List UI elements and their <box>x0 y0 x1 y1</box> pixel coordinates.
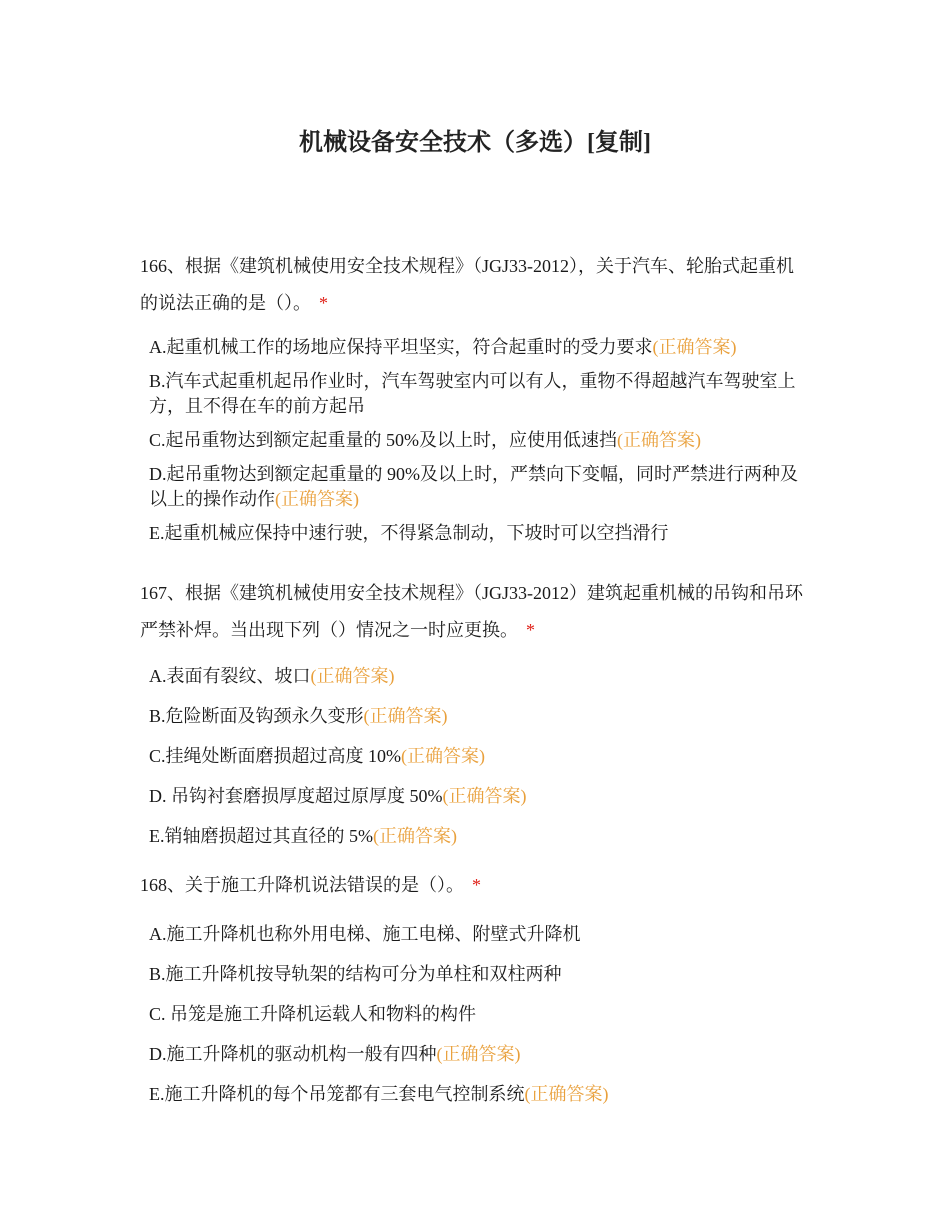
question-stem-text: 166、根据《建筑机械使用安全技术规程》（JGJ33-2012），关于汽车、轮胎式起重机的说法正确的是（）。 <box>140 256 794 313</box>
question-168 <box>140 867 810 1107</box>
correct-answer-mark: (正确答案) <box>373 826 457 846</box>
option-c[interactable] <box>149 1002 810 1027</box>
option-e[interactable] <box>149 824 810 849</box>
option-text: C.挂绳处断面磨损超过高度 10% <box>149 746 401 766</box>
option-text: B.汽车式起重机起吊作业时，汽车驾驶室内可以有人，重物不得超越汽车驾驶室上方，且不得在车的前方起吊 <box>149 371 796 416</box>
option-text: B.危险断面及钩颈永久变形 <box>149 706 364 726</box>
option-a[interactable] <box>149 664 810 689</box>
option-text: E.销轴磨损超过其直径的 5% <box>149 826 373 846</box>
correct-answer-mark: (正确答案) <box>652 337 737 357</box>
correct-answer-mark: (正确答案) <box>401 746 485 766</box>
correct-answer-mark: (正确答案) <box>524 1084 609 1104</box>
correct-answer-mark: (正确答案) <box>310 666 395 686</box>
question-stem <box>140 575 810 649</box>
required-mark: * <box>526 620 535 640</box>
option-d[interactable] <box>149 462 810 512</box>
page-title <box>0 127 950 159</box>
correct-answer-mark: (正确答案) <box>363 706 448 726</box>
question-list <box>140 248 810 1122</box>
option-text: A.表面有裂纹、坡口 <box>149 666 311 686</box>
option-b[interactable] <box>149 962 810 987</box>
question-stem <box>140 867 810 904</box>
option-e[interactable] <box>149 1082 810 1107</box>
option-text: E.施工升降机的每个吊笼都有三套电气控制系统 <box>149 1084 525 1104</box>
question-166 <box>140 248 810 546</box>
option-text: B.施工升降机按导轨架的结构可分为单柱和双柱两种 <box>149 964 562 984</box>
question-stem <box>140 248 810 322</box>
option-text: D.施工升降机的驱动机构一般有四种 <box>149 1044 437 1064</box>
option-text: A.施工升降机也称外用电梯、施工电梯、附壁式升降机 <box>149 924 581 944</box>
correct-answer-mark: (正确答案) <box>275 489 359 509</box>
option-d[interactable] <box>149 784 810 809</box>
option-b[interactable] <box>149 369 810 419</box>
option-list <box>140 664 810 849</box>
required-mark: * <box>319 293 328 313</box>
option-c[interactable] <box>149 428 810 453</box>
option-c[interactable] <box>149 744 810 769</box>
option-text: C. 吊笼是施工升降机运载人和物料的构件 <box>149 1004 477 1024</box>
option-a[interactable] <box>149 335 810 360</box>
correct-answer-mark: (正确答案) <box>617 430 701 450</box>
option-text: D. 吊钩衬套磨损厚度超过原厚度 50% <box>149 786 443 806</box>
copy-tag: [复制] <box>587 130 651 157</box>
option-text: C.起吊重物达到额定起重量的 50%及以上时，应使用低速挡 <box>149 430 617 450</box>
question-stem-text: 167、根据《建筑机械使用安全技术规程》（JGJ33-2012）建筑起重机械的吊钩和吊环严禁补焊。当出现下列（）情况之一时应更换。 <box>140 583 803 640</box>
option-a[interactable] <box>149 922 810 947</box>
correct-answer-mark: (正确答案) <box>436 1044 521 1064</box>
option-text: E.起重机械应保持中速行驶，不得紧急制动，下坡时可以空挡滑行 <box>149 523 669 543</box>
option-d[interactable] <box>149 1042 810 1067</box>
page-title-text: 机械设备安全技术（多选） <box>299 130 587 157</box>
option-e[interactable] <box>149 521 810 546</box>
option-text: A.起重机械工作的场地应保持平坦坚实，符合起重时的受力要求 <box>149 337 653 357</box>
option-text: D.起吊重物达到额定起重量的 90%及以上时，严禁向下变幅，同时严禁进行两种及以上的操作动作 <box>149 464 798 509</box>
option-b[interactable] <box>149 704 810 729</box>
option-list <box>140 335 810 546</box>
correct-answer-mark: (正确答案) <box>442 786 527 806</box>
question-stem-text: 168、关于施工升降机说法错误的是（）。 <box>140 875 464 895</box>
required-mark: * <box>472 875 481 895</box>
question-167 <box>140 575 810 849</box>
option-list <box>140 922 810 1107</box>
